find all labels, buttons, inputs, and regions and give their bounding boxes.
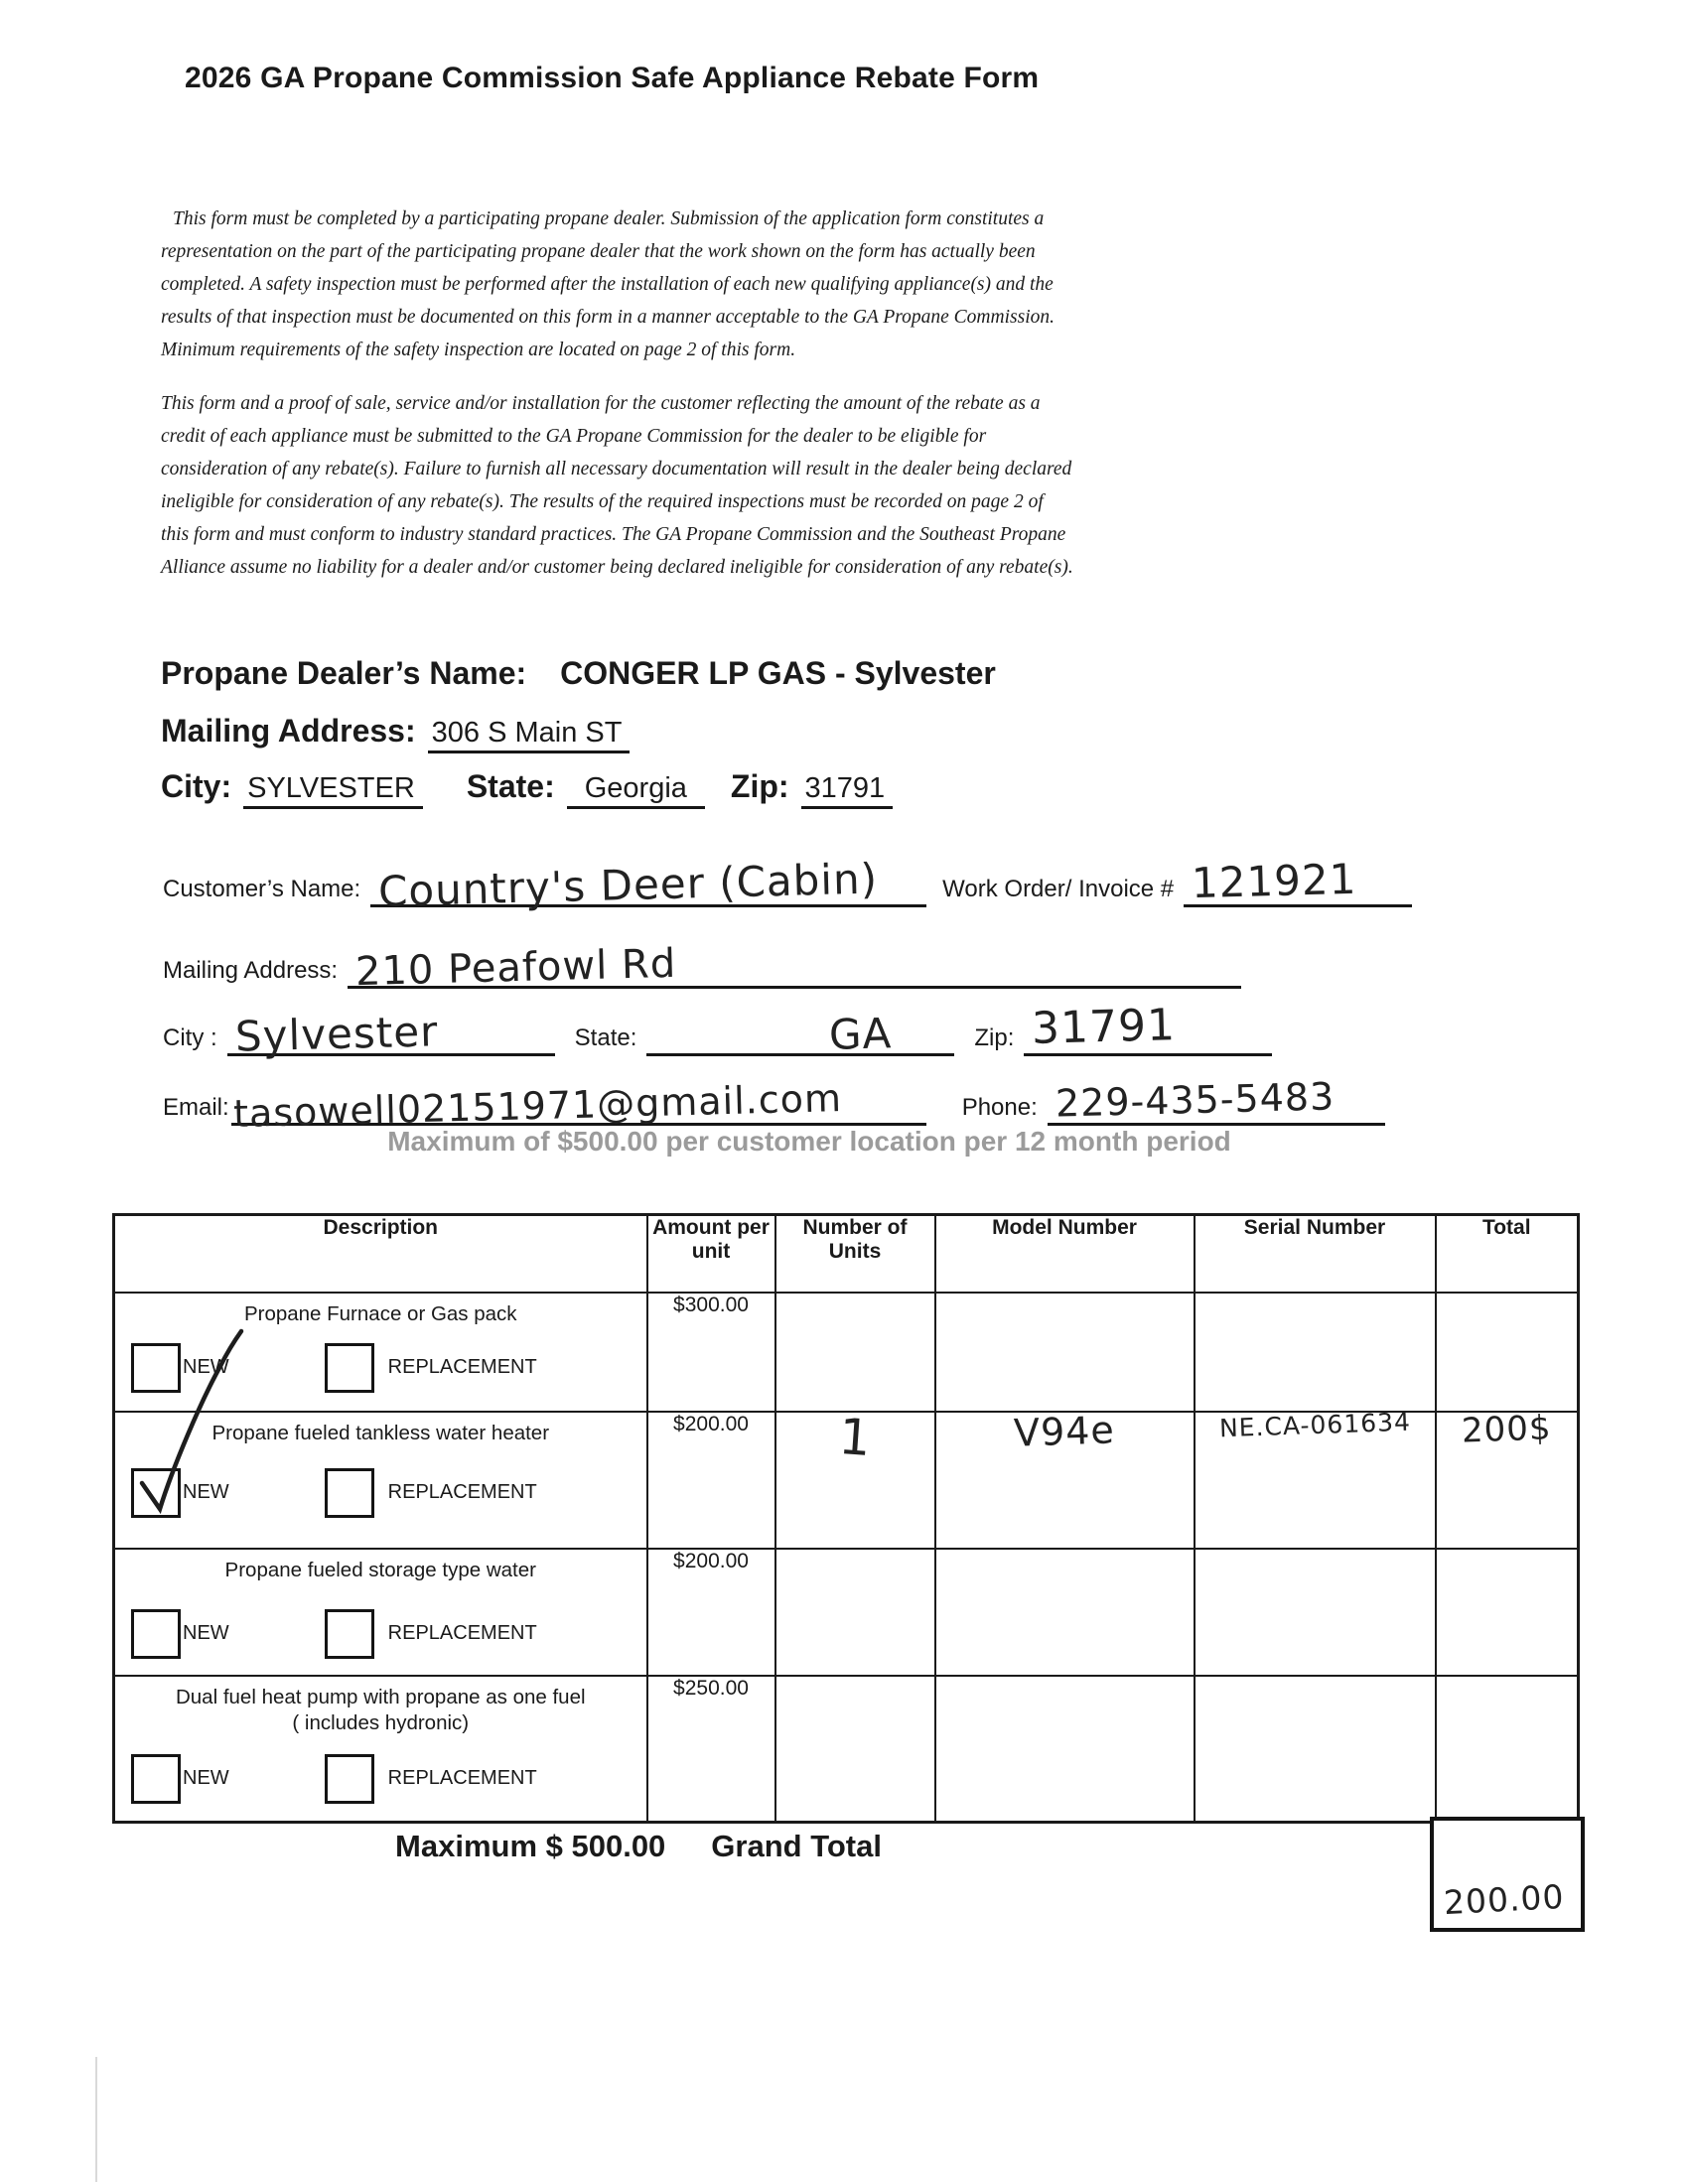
- amount-cell: $300.00: [647, 1293, 775, 1412]
- row-description: Propane fueled storage type water: [224, 1558, 536, 1581]
- total-cell[interactable]: [1436, 1293, 1579, 1412]
- model-cell[interactable]: [935, 1407, 1195, 1549]
- replacement-checkbox-label: REPLACEMENT: [387, 1481, 537, 1503]
- dealer-zip-value: 31791: [801, 772, 894, 809]
- dealer-state-value: Georgia: [567, 772, 705, 809]
- customer-phone-handwritten: 229-435-5483: [1055, 1074, 1336, 1126]
- customer-name-field[interactable]: [370, 854, 926, 916]
- grand-total-handwritten: 200.00: [1443, 1876, 1566, 1923]
- work-order-label: Work Order/ Invoice #: [942, 876, 1175, 902]
- total-handwritten: 200$: [1461, 1407, 1553, 1451]
- replacement-checkbox-label: REPLACEMENT: [387, 1356, 537, 1378]
- col-model-number: Model Number: [935, 1215, 1195, 1293]
- dealer-name-value: CONGER LP GAS - Sylvester: [560, 655, 996, 691]
- grand-total-box[interactable]: [1430, 1817, 1585, 1932]
- customer-name-row: [163, 842, 1412, 916]
- dealer-city-row: [161, 768, 893, 809]
- total-cell[interactable]: [1436, 1676, 1579, 1823]
- col-total: Total: [1436, 1215, 1579, 1293]
- col-amount-per-unit: Amount per unit: [647, 1215, 775, 1293]
- serial-handwritten: NE.CA-061634: [1218, 1407, 1411, 1442]
- customer-zip-field[interactable]: [1024, 1000, 1272, 1056]
- dealer-zip-label: Zip:: [730, 768, 789, 804]
- customer-state-label: State:: [574, 1024, 637, 1051]
- customer-address-handwritten: 210 Peafowl Rd: [354, 940, 677, 996]
- dealer-name-label: Propane Dealer’s Name:: [161, 655, 527, 691]
- replacement-checkbox[interactable]: [325, 1343, 374, 1393]
- customer-name-handwritten: Country's Deer (Cabin): [377, 854, 879, 916]
- units-cell[interactable]: [775, 1676, 935, 1823]
- appliance-table: [112, 1213, 1580, 1824]
- model-cell[interactable]: [935, 1676, 1195, 1823]
- amount-cell: $200.00: [647, 1549, 775, 1676]
- customer-address-label: Mailing Address:: [163, 957, 339, 984]
- serial-cell[interactable]: [1195, 1676, 1436, 1823]
- customer-state-handwritten: GA: [828, 1009, 893, 1059]
- dealer-city-label: City:: [161, 768, 232, 804]
- serial-cell[interactable]: [1195, 1549, 1436, 1676]
- customer-address-field[interactable]: [348, 940, 1241, 996]
- customer-address-row: [163, 931, 1241, 996]
- customer-city-field[interactable]: [227, 1007, 555, 1061]
- customer-phone-field[interactable]: [1048, 1074, 1385, 1126]
- units-handwritten: 1: [836, 1407, 874, 1467]
- new-checkbox-label: NEW: [183, 1481, 229, 1503]
- new-checkbox-label: NEW: [183, 1622, 229, 1644]
- customer-email-field[interactable]: [231, 1075, 926, 1137]
- new-checkbox[interactable]: [131, 1343, 181, 1393]
- form-title: 2026 GA Propane Commission Safe Appliance Rebate Form: [185, 62, 1040, 94]
- dealer-address-row: [161, 713, 630, 753]
- new-checkbox[interactable]: [131, 1468, 181, 1518]
- amount-cell: $200.00: [647, 1412, 775, 1549]
- units-cell[interactable]: [775, 1549, 935, 1676]
- customer-city-label: City :: [163, 1024, 217, 1051]
- customer-city-handwritten: Sylvester: [234, 1007, 439, 1061]
- dealer-city-value: SYLVESTER: [243, 772, 423, 809]
- new-checkbox-label: NEW: [183, 1767, 229, 1789]
- customer-email-handwritten: tasowell02151971@gmail.com: [232, 1075, 843, 1137]
- dealer-address-value: 306 S Main ST: [428, 717, 631, 753]
- grand-total-label: Grand Total: [711, 1829, 882, 1863]
- row-description-2: ( includes hydronic): [292, 1710, 470, 1734]
- max-rebate-note: Maximum of $500.00 per customer location per 12 month period: [387, 1126, 1231, 1157]
- customer-email-row: [163, 1066, 1385, 1137]
- col-description: Description: [114, 1215, 647, 1293]
- row-description: Dual fuel heat pump with propane as one fuel: [175, 1685, 586, 1708]
- customer-city-row: [163, 997, 1272, 1061]
- units-cell[interactable]: [775, 1407, 935, 1549]
- customer-state-field[interactable]: [646, 1009, 954, 1059]
- scan-artifact-line: [95, 2057, 97, 2182]
- customer-phone-label: Phone:: [961, 1094, 1038, 1121]
- dealer-state-label: State:: [466, 768, 555, 804]
- col-serial-number: Serial Number: [1195, 1215, 1436, 1293]
- table-row-tankless: [114, 1412, 1579, 1549]
- table-header-row: [114, 1215, 1579, 1293]
- total-cell[interactable]: [1436, 1407, 1579, 1549]
- table-row-furnace: [114, 1293, 1579, 1412]
- dealer-name-row: [161, 655, 996, 692]
- total-cell[interactable]: [1436, 1549, 1579, 1676]
- customer-name-label: Customer’s Name:: [163, 876, 361, 902]
- replacement-checkbox[interactable]: [325, 1754, 374, 1804]
- new-checkbox-label: NEW: [183, 1356, 229, 1378]
- replacement-checkbox-label: REPLACEMENT: [387, 1622, 537, 1644]
- replacement-checkbox-label: REPLACEMENT: [387, 1767, 537, 1789]
- units-cell[interactable]: [775, 1293, 935, 1412]
- serial-cell[interactable]: [1195, 1293, 1436, 1412]
- model-cell[interactable]: [935, 1549, 1195, 1676]
- work-order-field[interactable]: [1184, 854, 1412, 908]
- customer-email-label: Email:: [163, 1094, 229, 1121]
- col-number-of-units: Number of Units: [775, 1215, 935, 1293]
- row-description: Propane fueled tankless water heater: [211, 1421, 550, 1444]
- customer-zip-handwritten: 31791: [1031, 1000, 1178, 1054]
- replacement-checkbox[interactable]: [325, 1609, 374, 1659]
- intro-paragraph-1: This form must be completed by a participating propane dealer. Submission of the application form constitutes a representation on the part of the participating propane dealer that the work shown on the form has actually been completed. A safety inspection must be performed after the installation of each new qualifying appliance(s) and the results of that inspection must be documented on this form in a manner acceptable to the GA Propane Commission. Minimum requirements of the safety inspection are located on page 2 of this form.: [161, 208, 1055, 360]
- new-checkbox[interactable]: [131, 1754, 181, 1804]
- grand-total-max-label: Maximum $ 500.00: [395, 1829, 666, 1863]
- table-row-dual-fuel: [114, 1676, 1579, 1823]
- dealer-address-label: Mailing Address:: [161, 713, 416, 749]
- table-row-storage: [114, 1549, 1579, 1676]
- customer-zip-label: Zip:: [974, 1024, 1015, 1051]
- model-cell[interactable]: [935, 1293, 1195, 1412]
- replacement-checkbox[interactable]: [325, 1468, 374, 1518]
- intro-paragraph-2: This form and a proof of sale, service and/or installation for the customer reflecting the amount of the rebate as a credit of each appliance must be submitted to the GA Propane Commission for the dealer to be eligible for consideration of any rebate(s). Failure to furnish all necessary documentation will result in the dealer being declared ineligible for consideration of any rebate(s). The results of the required inspections must be recorded on page 2 of this form and must conform to industry standard practices. The GA Propane Commission and the Southeast Propane Alliance assume no liability for a dealer and/or customer being declared ineligible for consideration of any rebate(s).: [161, 393, 1073, 578]
- model-handwritten: V94e: [1013, 1407, 1116, 1455]
- work-order-handwritten: 121921: [1191, 854, 1358, 908]
- row-description: Propane Furnace or Gas pack: [243, 1301, 517, 1325]
- amount-cell: $250.00: [647, 1676, 775, 1823]
- new-checkbox[interactable]: [131, 1609, 181, 1659]
- grand-total-row: [112, 1829, 1165, 1864]
- serial-cell[interactable]: [1195, 1407, 1436, 1549]
